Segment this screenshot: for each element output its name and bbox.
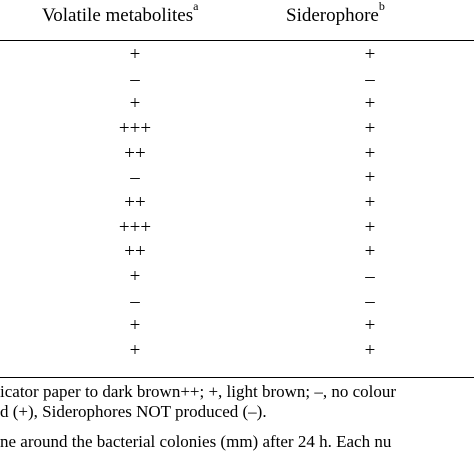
header-volatile-label: Volatile metabolites (42, 5, 194, 26)
footnote-a: icator paper to dark brown++; +, light brown; –, no colour (0, 382, 397, 401)
siderophore-cell: + (364, 241, 376, 263)
volatile-metabolites-cell: +++ (118, 216, 152, 238)
siderophore-cell: + (364, 315, 376, 337)
volatile-metabolites-cell: ++ (124, 142, 146, 164)
siderophore-cell: – (365, 265, 375, 287)
table-row (0, 290, 474, 314)
volatile-metabolites-cell: – (130, 68, 140, 90)
volatile-metabolites-cell: + (129, 265, 141, 287)
siderophore-cell: + (364, 191, 376, 213)
volatile-metabolites-cell: + (129, 44, 141, 65)
siderophore-cell: + (364, 167, 376, 189)
header-siderophore (286, 0, 385, 29)
volatile-metabolites-cell: – (130, 167, 140, 189)
table-row (0, 142, 474, 166)
table-top-rule (0, 40, 474, 41)
volatile-metabolites-cell: + (129, 93, 141, 115)
table-row (0, 314, 474, 338)
footnote-b: ne around the bacterial colonies (mm) after 24 h. Each nu (0, 432, 392, 451)
table-row (0, 68, 474, 92)
table-row (0, 216, 474, 240)
volatile-metabolites-cell: ++ (124, 241, 146, 263)
siderophore-cell: + (364, 216, 376, 238)
volatile-metabolites-cell: – (130, 290, 140, 312)
table-row (0, 43, 474, 67)
volatile-metabolites-cell: ++ (124, 191, 146, 213)
header-siderophore-footnote-mark: b (378, 0, 385, 13)
table-bottom-rule (0, 377, 474, 378)
footnote-a-continued: d (+), Siderophores NOT produced (–). (0, 402, 267, 421)
table-row (0, 191, 474, 215)
table-row (0, 166, 474, 190)
siderophore-cell: + (364, 117, 376, 139)
siderophore-cell: – (365, 290, 375, 312)
table-row (0, 240, 474, 264)
volatile-metabolites-cell: +++ (118, 117, 152, 139)
table-row (0, 339, 474, 363)
header-volatile-metabolites (42, 0, 199, 29)
header-volatile-footnote-mark: a (193, 0, 199, 13)
siderophore-cell: + (364, 142, 376, 164)
siderophore-cell: + (364, 339, 376, 361)
volatile-metabolites-cell: + (129, 315, 141, 337)
siderophore-cell: + (364, 44, 376, 65)
table-row (0, 92, 474, 116)
table-row (0, 117, 474, 141)
volatile-metabolites-cell: + (129, 339, 141, 361)
table-row (0, 265, 474, 289)
siderophore-cell: + (364, 93, 376, 115)
header-siderophore-label: Siderophore (286, 5, 379, 26)
siderophore-cell: – (365, 68, 375, 90)
